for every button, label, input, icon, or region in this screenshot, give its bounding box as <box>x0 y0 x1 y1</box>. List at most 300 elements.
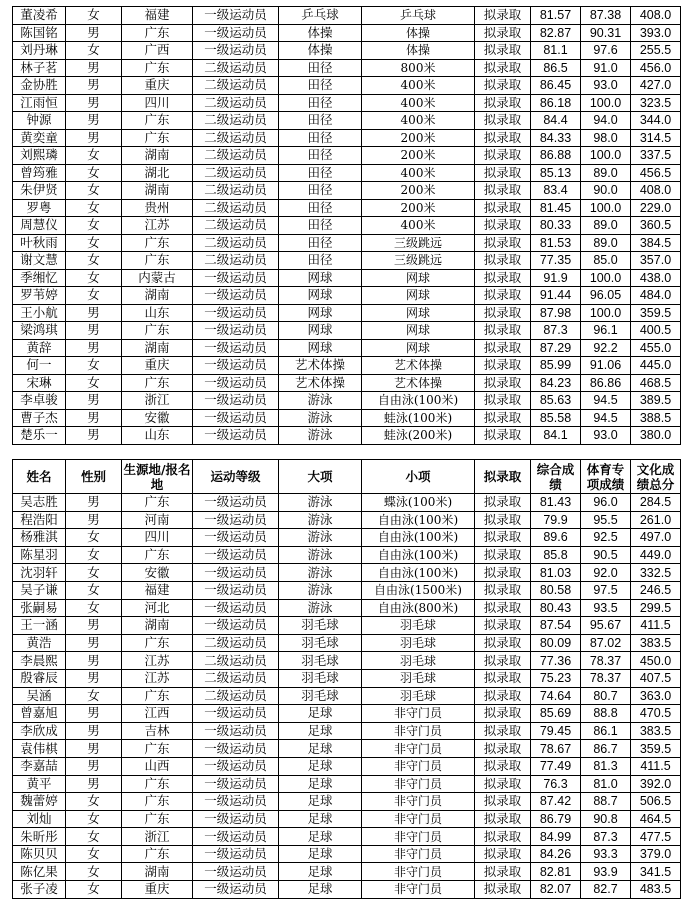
cell-culture-score: 408.0 <box>631 182 681 200</box>
cell-event: 非守门员 <box>362 810 475 828</box>
cell-event: 非守门员 <box>362 775 475 793</box>
cell-sport: 足球 <box>279 863 362 881</box>
cell-event: 非守门员 <box>362 740 475 758</box>
cell-gender: 男 <box>66 77 122 95</box>
cell-origin: 广东 <box>122 810 193 828</box>
header-row <box>13 460 681 494</box>
cell-name: 陈国铭 <box>13 24 66 42</box>
cell-admission: 拟录取 <box>475 740 531 758</box>
cell-origin: 广西 <box>122 42 193 60</box>
cell-gender: 女 <box>66 199 122 217</box>
cell-event: 400米 <box>362 94 475 112</box>
cell-sport-score: 85.0 <box>581 252 631 270</box>
cell-sport-score: 93.5 <box>581 599 631 617</box>
cell-event: 自由泳(100米) <box>362 511 475 529</box>
cell-sport-score: 96.0 <box>581 494 631 512</box>
cell-gender: 男 <box>66 24 122 42</box>
cell-name: 曾筠雅 <box>13 164 66 182</box>
cell-culture-score: 455.0 <box>631 339 681 357</box>
cell-name: 刘丹琳 <box>13 42 66 60</box>
cell-event: 自由泳(800米) <box>362 599 475 617</box>
cell-culture-score: 477.5 <box>631 828 681 846</box>
cell-admission: 拟录取 <box>475 757 531 775</box>
cell-origin: 贵州 <box>122 199 193 217</box>
cell-name: 张子凌 <box>13 881 66 899</box>
cell-sport: 足球 <box>279 810 362 828</box>
cell-gender: 女 <box>66 182 122 200</box>
cell-sport: 网球 <box>279 322 362 340</box>
cell-composite-score: 85.8 <box>531 546 581 564</box>
cell-culture-score: 389.5 <box>631 392 681 410</box>
cell-gender: 男 <box>66 617 122 635</box>
table-row <box>13 828 681 846</box>
table-row <box>13 147 681 165</box>
cell-name: 宋琳 <box>13 374 66 392</box>
cell-athlete-level: 二级运动员 <box>193 217 279 235</box>
cell-athlete-level: 二级运动员 <box>193 634 279 652</box>
cell-composite-score: 79.45 <box>531 722 581 740</box>
cell-gender: 男 <box>66 94 122 112</box>
cell-athlete-level: 一级运动员 <box>193 740 279 758</box>
cell-event: 400米 <box>362 217 475 235</box>
cell-culture-score: 408.0 <box>631 7 681 25</box>
table-row <box>13 287 681 305</box>
cell-name: 季缃忆 <box>13 269 66 287</box>
cell-culture-score: 449.0 <box>631 546 681 564</box>
cell-origin: 安徽 <box>122 564 193 582</box>
cell-event: 非守门员 <box>362 793 475 811</box>
cell-gender: 女 <box>66 828 122 846</box>
cell-sport-score: 78.37 <box>581 669 631 687</box>
cell-composite-score: 79.9 <box>531 511 581 529</box>
cell-admission: 拟录取 <box>475 529 531 547</box>
cell-event: 网球 <box>362 322 475 340</box>
cell-culture-score: 450.0 <box>631 652 681 670</box>
cell-athlete-level: 一级运动员 <box>193 511 279 529</box>
table-top-body <box>13 7 681 445</box>
cell-sport: 田径 <box>279 112 362 130</box>
cell-athlete-level: 二级运动员 <box>193 234 279 252</box>
cell-origin: 福建 <box>122 7 193 25</box>
table-row <box>13 722 681 740</box>
cell-gender: 男 <box>66 339 122 357</box>
cell-culture-score: 388.5 <box>631 409 681 427</box>
cell-culture-score: 323.5 <box>631 94 681 112</box>
cell-culture-score: 344.0 <box>631 112 681 130</box>
table-row <box>13 24 681 42</box>
table-row <box>13 863 681 881</box>
cell-sport-score: 81.0 <box>581 775 631 793</box>
cell-athlete-level: 一级运动员 <box>193 287 279 305</box>
cell-sport: 羽毛球 <box>279 634 362 652</box>
cell-sport: 足球 <box>279 828 362 846</box>
cell-sport-score: 90.5 <box>581 546 631 564</box>
table-row <box>13 59 681 77</box>
cell-event: 800米 <box>362 59 475 77</box>
cell-culture-score: 360.5 <box>631 217 681 235</box>
cell-culture-score: 464.5 <box>631 810 681 828</box>
table-row <box>13 164 681 182</box>
table-row <box>13 617 681 635</box>
table-row <box>13 757 681 775</box>
table-row <box>13 581 681 599</box>
cell-sport-score: 90.0 <box>581 182 631 200</box>
cell-culture-score: 332.5 <box>631 564 681 582</box>
table-row <box>13 652 681 670</box>
cell-composite-score: 87.98 <box>531 304 581 322</box>
cell-event: 400米 <box>362 164 475 182</box>
cell-composite-score: 82.07 <box>531 881 581 899</box>
cell-composite-score: 83.4 <box>531 182 581 200</box>
cell-origin: 广东 <box>122 494 193 512</box>
cell-sport-score: 91.0 <box>581 59 631 77</box>
cell-gender: 女 <box>66 252 122 270</box>
cell-name: 王小航 <box>13 304 66 322</box>
cell-culture-score: 393.0 <box>631 24 681 42</box>
cell-origin: 广东 <box>122 740 193 758</box>
cell-admission: 拟录取 <box>475 881 531 899</box>
table-row <box>13 634 681 652</box>
cell-gender: 男 <box>66 129 122 147</box>
cell-composite-score: 87.42 <box>531 793 581 811</box>
cell-sport: 田径 <box>279 252 362 270</box>
table-row <box>13 234 681 252</box>
cell-event: 羽毛球 <box>362 634 475 652</box>
cell-composite-score: 81.45 <box>531 199 581 217</box>
cell-admission: 拟录取 <box>475 427 531 445</box>
cell-composite-score: 84.1 <box>531 427 581 445</box>
cell-name: 楚乐一 <box>13 427 66 445</box>
cell-admission: 拟录取 <box>475 199 531 217</box>
cell-name: 钟源 <box>13 112 66 130</box>
cell-sport: 田径 <box>279 217 362 235</box>
cell-gender: 女 <box>66 863 122 881</box>
cell-event: 三级跳远 <box>362 234 475 252</box>
header-sport-score: 体育专项成绩 <box>581 460 631 494</box>
cell-gender: 女 <box>66 164 122 182</box>
cell-sport-score: 80.7 <box>581 687 631 705</box>
cell-athlete-level: 一级运动员 <box>193 599 279 617</box>
table-row <box>13 529 681 547</box>
cell-gender: 男 <box>66 652 122 670</box>
table-row <box>13 881 681 899</box>
table-row <box>13 339 681 357</box>
cell-sport-score: 96.1 <box>581 322 631 340</box>
cell-origin: 湖南 <box>122 617 193 635</box>
cell-sport-score: 89.0 <box>581 217 631 235</box>
cell-composite-score: 86.18 <box>531 94 581 112</box>
cell-composite-score: 86.45 <box>531 77 581 95</box>
cell-sport: 体操 <box>279 42 362 60</box>
cell-culture-score: 384.5 <box>631 234 681 252</box>
cell-sport-score: 100.0 <box>581 199 631 217</box>
cell-admission: 拟录取 <box>475 217 531 235</box>
cell-athlete-level: 一级运动员 <box>193 581 279 599</box>
cell-admission: 拟录取 <box>475 810 531 828</box>
cell-origin: 广东 <box>122 374 193 392</box>
cell-composite-score: 82.81 <box>531 863 581 881</box>
cell-origin: 重庆 <box>122 357 193 375</box>
table-row <box>13 374 681 392</box>
cell-admission: 拟录取 <box>475 564 531 582</box>
cell-name: 刘熙璘 <box>13 147 66 165</box>
cell-origin: 湖北 <box>122 164 193 182</box>
cell-gender: 女 <box>66 687 122 705</box>
cell-admission: 拟录取 <box>475 652 531 670</box>
cell-event: 自由泳(100米) <box>362 564 475 582</box>
cell-admission: 拟录取 <box>475 147 531 165</box>
cell-composite-score: 86.79 <box>531 810 581 828</box>
cell-sport: 羽毛球 <box>279 617 362 635</box>
cell-event: 网球 <box>362 304 475 322</box>
cell-composite-score: 80.43 <box>531 599 581 617</box>
cell-gender: 女 <box>66 147 122 165</box>
cell-composite-score: 89.6 <box>531 529 581 547</box>
cell-sport: 游泳 <box>279 511 362 529</box>
cell-name: 李晨熙 <box>13 652 66 670</box>
cell-sport: 足球 <box>279 757 362 775</box>
cell-sport: 艺术体操 <box>279 357 362 375</box>
cell-sport: 游泳 <box>279 427 362 445</box>
cell-composite-score: 84.26 <box>531 845 581 863</box>
cell-name: 魏蕾婷 <box>13 793 66 811</box>
cell-name: 李欣成 <box>13 722 66 740</box>
cell-origin: 湖南 <box>122 863 193 881</box>
cell-culture-score: 383.5 <box>631 722 681 740</box>
header-athlete-level: 运动等级 <box>193 460 279 494</box>
cell-athlete-level: 二级运动员 <box>193 94 279 112</box>
cell-sport-score: 89.0 <box>581 164 631 182</box>
cell-name: 朱伊贤 <box>13 182 66 200</box>
cell-sport: 田径 <box>279 234 362 252</box>
cell-gender: 男 <box>66 757 122 775</box>
table-row <box>13 392 681 410</box>
table-row <box>13 494 681 512</box>
cell-culture-score: 337.5 <box>631 147 681 165</box>
cell-gender: 女 <box>66 7 122 25</box>
cell-sport-score: 86.7 <box>581 740 631 758</box>
cell-admission: 拟录取 <box>475 24 531 42</box>
cell-sport: 足球 <box>279 845 362 863</box>
cell-sport: 游泳 <box>279 581 362 599</box>
cell-name: 谢文慧 <box>13 252 66 270</box>
cell-sport-score: 90.8 <box>581 810 631 828</box>
cell-sport: 足球 <box>279 722 362 740</box>
cell-athlete-level: 一级运动员 <box>193 863 279 881</box>
admission-table-top <box>12 6 681 445</box>
cell-gender: 女 <box>66 234 122 252</box>
cell-composite-score: 77.49 <box>531 757 581 775</box>
cell-gender: 女 <box>66 357 122 375</box>
cell-origin: 广东 <box>122 59 193 77</box>
cell-admission: 拟录取 <box>475 793 531 811</box>
cell-sport-score: 91.06 <box>581 357 631 375</box>
cell-name: 陈星羽 <box>13 546 66 564</box>
cell-composite-score: 81.03 <box>531 564 581 582</box>
cell-sport: 足球 <box>279 705 362 723</box>
cell-event: 三级跳远 <box>362 252 475 270</box>
cell-composite-score: 77.35 <box>531 252 581 270</box>
cell-athlete-level: 二级运动员 <box>193 77 279 95</box>
cell-sport: 羽毛球 <box>279 687 362 705</box>
cell-gender: 男 <box>66 511 122 529</box>
cell-composite-score: 80.33 <box>531 217 581 235</box>
cell-sport-score: 94.0 <box>581 112 631 130</box>
cell-name: 黄辞 <box>13 339 66 357</box>
cell-origin: 江西 <box>122 705 193 723</box>
cell-culture-score: 407.5 <box>631 669 681 687</box>
cell-name: 李卓骏 <box>13 392 66 410</box>
table-row <box>13 810 681 828</box>
table-row <box>13 77 681 95</box>
cell-name: 吴涵 <box>13 687 66 705</box>
cell-name: 叶秋雨 <box>13 234 66 252</box>
table-row <box>13 112 681 130</box>
cell-athlete-level: 一级运动员 <box>193 7 279 25</box>
cell-composite-score: 87.29 <box>531 339 581 357</box>
cell-culture-score: 299.5 <box>631 599 681 617</box>
cell-origin: 四川 <box>122 529 193 547</box>
table-row <box>13 775 681 793</box>
table-row <box>13 427 681 445</box>
cell-athlete-level: 一级运动员 <box>193 810 279 828</box>
cell-origin: 河南 <box>122 511 193 529</box>
cell-athlete-level: 二级运动员 <box>193 252 279 270</box>
cell-composite-score: 84.4 <box>531 112 581 130</box>
cell-event: 自由泳(100米) <box>362 392 475 410</box>
cell-event: 羽毛球 <box>362 669 475 687</box>
table-row <box>13 546 681 564</box>
cell-gender: 男 <box>66 304 122 322</box>
cell-name: 袁伟棋 <box>13 740 66 758</box>
cell-event: 自由泳(100米) <box>362 546 475 564</box>
cell-name: 董凌希 <box>13 7 66 25</box>
cell-sport: 田径 <box>279 182 362 200</box>
cell-sport: 网球 <box>279 339 362 357</box>
cell-sport: 游泳 <box>279 546 362 564</box>
cell-sport-score: 95.5 <box>581 511 631 529</box>
admission-table-bottom <box>12 459 681 899</box>
cell-origin: 湖南 <box>122 147 193 165</box>
cell-event: 非守门员 <box>362 845 475 863</box>
cell-sport: 田径 <box>279 94 362 112</box>
cell-sport-score: 88.8 <box>581 705 631 723</box>
cell-event: 200米 <box>362 147 475 165</box>
cell-athlete-level: 一级运动员 <box>193 529 279 547</box>
cell-athlete-level: 一级运动员 <box>193 304 279 322</box>
cell-sport-score: 88.7 <box>581 793 631 811</box>
cell-culture-score: 497.0 <box>631 529 681 547</box>
cell-composite-score: 91.44 <box>531 287 581 305</box>
cell-origin: 重庆 <box>122 881 193 899</box>
cell-origin: 安徽 <box>122 409 193 427</box>
cell-sport-score: 78.37 <box>581 652 631 670</box>
cell-event: 400米 <box>362 112 475 130</box>
table-row <box>13 564 681 582</box>
cell-composite-score: 86.88 <box>531 147 581 165</box>
cell-composite-score: 78.67 <box>531 740 581 758</box>
cell-gender: 女 <box>66 529 122 547</box>
cell-event: 蝶泳(100米) <box>362 494 475 512</box>
table-row <box>13 269 681 287</box>
cell-name: 沈羽轩 <box>13 564 66 582</box>
cell-gender: 女 <box>66 546 122 564</box>
cell-name: 张嗣易 <box>13 599 66 617</box>
cell-name: 王一涵 <box>13 617 66 635</box>
cell-athlete-level: 二级运动员 <box>193 147 279 165</box>
cell-composite-score: 84.23 <box>531 374 581 392</box>
cell-origin: 广东 <box>122 322 193 340</box>
cell-gender: 女 <box>66 810 122 828</box>
cell-athlete-level: 一级运动员 <box>193 24 279 42</box>
cell-culture-score: 438.0 <box>631 269 681 287</box>
cell-origin: 重庆 <box>122 77 193 95</box>
cell-origin: 广东 <box>122 634 193 652</box>
cell-gender: 女 <box>66 881 122 899</box>
table-row <box>13 669 681 687</box>
cell-gender: 男 <box>66 427 122 445</box>
cell-event: 羽毛球 <box>362 652 475 670</box>
cell-sport-score: 98.0 <box>581 129 631 147</box>
cell-event: 非守门员 <box>362 705 475 723</box>
cell-gender: 女 <box>66 269 122 287</box>
cell-origin: 江苏 <box>122 217 193 235</box>
cell-sport: 艺术体操 <box>279 374 362 392</box>
cell-sport-score: 93.9 <box>581 863 631 881</box>
header-name: 姓名 <box>13 460 66 494</box>
header-sport: 大项 <box>279 460 362 494</box>
cell-composite-score: 81.1 <box>531 42 581 60</box>
table-row <box>13 7 681 25</box>
cell-culture-score: 246.5 <box>631 581 681 599</box>
cell-athlete-level: 一级运动员 <box>193 793 279 811</box>
cell-gender: 男 <box>66 705 122 723</box>
cell-name: 程浩阳 <box>13 511 66 529</box>
cell-culture-score: 484.0 <box>631 287 681 305</box>
cell-athlete-level: 一级运动员 <box>193 564 279 582</box>
cell-name: 曾嘉旭 <box>13 705 66 723</box>
cell-gender: 女 <box>66 845 122 863</box>
cell-athlete-level: 二级运动员 <box>193 164 279 182</box>
cell-origin: 广东 <box>122 24 193 42</box>
cell-athlete-level: 一级运动员 <box>193 392 279 410</box>
cell-event: 非守门员 <box>362 863 475 881</box>
cell-origin: 河北 <box>122 599 193 617</box>
cell-sport: 乒乓球 <box>279 7 362 25</box>
cell-sport-score: 94.5 <box>581 392 631 410</box>
cell-admission: 拟录取 <box>475 252 531 270</box>
table-row <box>13 409 681 427</box>
cell-event: 网球 <box>362 287 475 305</box>
cell-athlete-level: 一级运动员 <box>193 757 279 775</box>
cell-admission: 拟录取 <box>475 374 531 392</box>
cell-sport-score: 94.5 <box>581 409 631 427</box>
table-row <box>13 182 681 200</box>
cell-admission: 拟录取 <box>475 581 531 599</box>
cell-event: 400米 <box>362 77 475 95</box>
cell-athlete-level: 二级运动员 <box>193 129 279 147</box>
cell-composite-score: 75.23 <box>531 669 581 687</box>
cell-composite-score: 74.64 <box>531 687 581 705</box>
cell-culture-score: 411.5 <box>631 757 681 775</box>
cell-composite-score: 82.87 <box>531 24 581 42</box>
cell-athlete-level: 一级运动员 <box>193 881 279 899</box>
cell-admission: 拟录取 <box>475 494 531 512</box>
cell-admission: 拟录取 <box>475 77 531 95</box>
cell-sport: 游泳 <box>279 392 362 410</box>
cell-origin: 江苏 <box>122 652 193 670</box>
cell-name: 黄浩 <box>13 634 66 652</box>
